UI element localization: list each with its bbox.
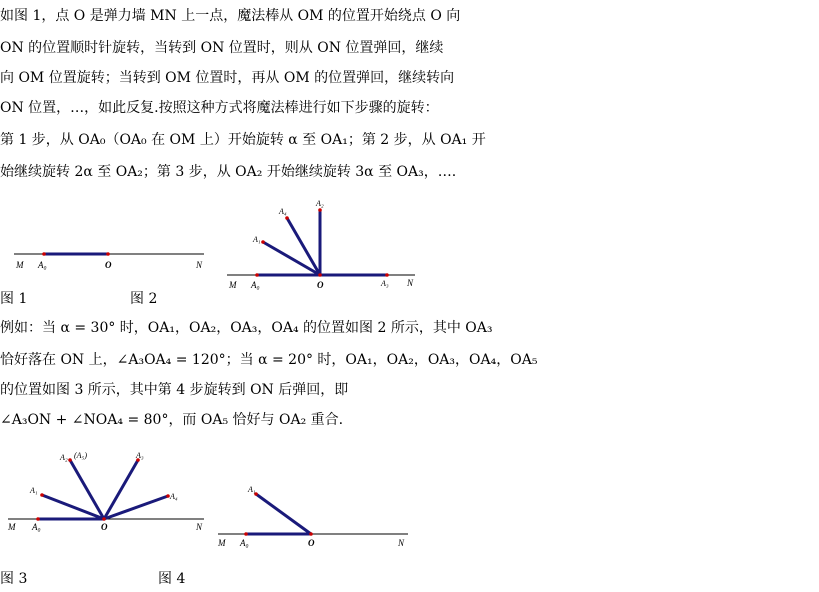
label-n: N bbox=[398, 538, 405, 548]
point-a1 bbox=[40, 493, 44, 497]
label-o: O bbox=[105, 260, 112, 270]
caption-fig3: 图 3 bbox=[0, 571, 28, 587]
para1-line2: ON 的位置顺时针旋转，当转到 ON 位置时，则从 ON 位置弹回，继续 bbox=[0, 40, 444, 56]
point-o bbox=[309, 532, 313, 536]
label-a4: A₄ bbox=[170, 492, 178, 501]
caption-fig4: 图 4 bbox=[158, 571, 186, 587]
para1-line6: 始继续旋转 2α 至 OA₂；第 3 步，从 OA₂ 开始继续旋转 3α 至 OA₃，…. bbox=[0, 164, 457, 180]
point-o bbox=[318, 273, 322, 277]
para2-line2: 恰好落在 ON 上，∠A₃OA₄ = 120°；当 α = 20° 时，OA₁，OA₂，OA₃，OA₄，OA₅ bbox=[0, 352, 538, 368]
point-a3 bbox=[385, 273, 389, 277]
para2-line4: ∠A₃ON + ∠NOA₄ = 80°，而 OA₅ 恰好与 OA₂ 重合. bbox=[0, 412, 344, 428]
label-a1: A₁ bbox=[253, 235, 261, 244]
label-n: N bbox=[196, 260, 203, 270]
label-o: O bbox=[317, 280, 324, 290]
label-m: M bbox=[16, 260, 24, 270]
label-m: M bbox=[229, 280, 237, 290]
figure-4 bbox=[212, 478, 412, 550]
point-a0 bbox=[244, 532, 248, 536]
point-a2 bbox=[318, 208, 322, 212]
point-a0 bbox=[255, 273, 259, 277]
label-a0: A₀ bbox=[240, 538, 249, 548]
para1-line3: 向 OM 位置旋转；当转到 OM 位置时，再从 OM 的位置弹回，继续转向 bbox=[0, 70, 455, 86]
para2-line3: 的位置如图 3 所示，其中第 4 步旋转到 ON 后弹回，即 bbox=[0, 382, 349, 398]
para1-line4: ON 位置，…，如此反复.按照这种方式将魔法棒进行如下步骤的旋转： bbox=[0, 100, 439, 116]
point-o bbox=[106, 252, 110, 256]
figure-2 bbox=[225, 196, 425, 292]
label-a0: A₀ bbox=[38, 260, 47, 270]
label-o: O bbox=[101, 522, 108, 532]
label-n: N bbox=[196, 522, 203, 532]
label-a2: A₂ bbox=[60, 453, 68, 462]
caption-fig1: 图 1 bbox=[0, 291, 28, 307]
label-a1: A₁ bbox=[248, 485, 256, 494]
wand-oa1 bbox=[42, 495, 104, 519]
para1-line1: 如图 1，点 O 是弹力墙 MN 上一点，魔法棒从 OM 的位置开始绕点 O 向 bbox=[0, 8, 461, 24]
label-a3: A₃ bbox=[381, 279, 389, 288]
point-a0 bbox=[42, 252, 46, 256]
point-a0 bbox=[36, 517, 40, 521]
para1-line5: 第 1 步，从 OA₀（OA₀ 在 OM 上）开始旋转 α 至 OA₁；第 2 步，从 OA₁ 开 bbox=[0, 132, 486, 148]
label-a4: A₄ bbox=[279, 207, 287, 216]
figure-1 bbox=[0, 240, 220, 276]
label-a5: (A₅) bbox=[74, 451, 87, 460]
point-a4 bbox=[285, 216, 289, 220]
point-a1 bbox=[261, 240, 265, 244]
point-o bbox=[102, 517, 106, 521]
label-a3: A₃ bbox=[136, 451, 144, 460]
label-a0: A₀ bbox=[32, 522, 41, 532]
label-m: M bbox=[8, 522, 16, 532]
label-a2: A₂ bbox=[316, 199, 324, 208]
figure-3 bbox=[0, 446, 212, 538]
label-m: M bbox=[218, 538, 226, 548]
label-n: N bbox=[407, 278, 414, 288]
label-a1: A₁ bbox=[30, 486, 38, 495]
wand-oa2 bbox=[70, 460, 104, 519]
label-a0: A₀ bbox=[251, 280, 260, 290]
wand-oa1 bbox=[256, 494, 311, 534]
caption-fig2: 图 2 bbox=[130, 291, 158, 307]
label-o: O bbox=[308, 538, 315, 548]
point-a2 bbox=[68, 458, 72, 462]
para2-line1: 例如：当 α = 30° 时，OA₁，OA₂，OA₃，OA₄ 的位置如图 2 所示，其中 OA₃ bbox=[0, 320, 493, 336]
